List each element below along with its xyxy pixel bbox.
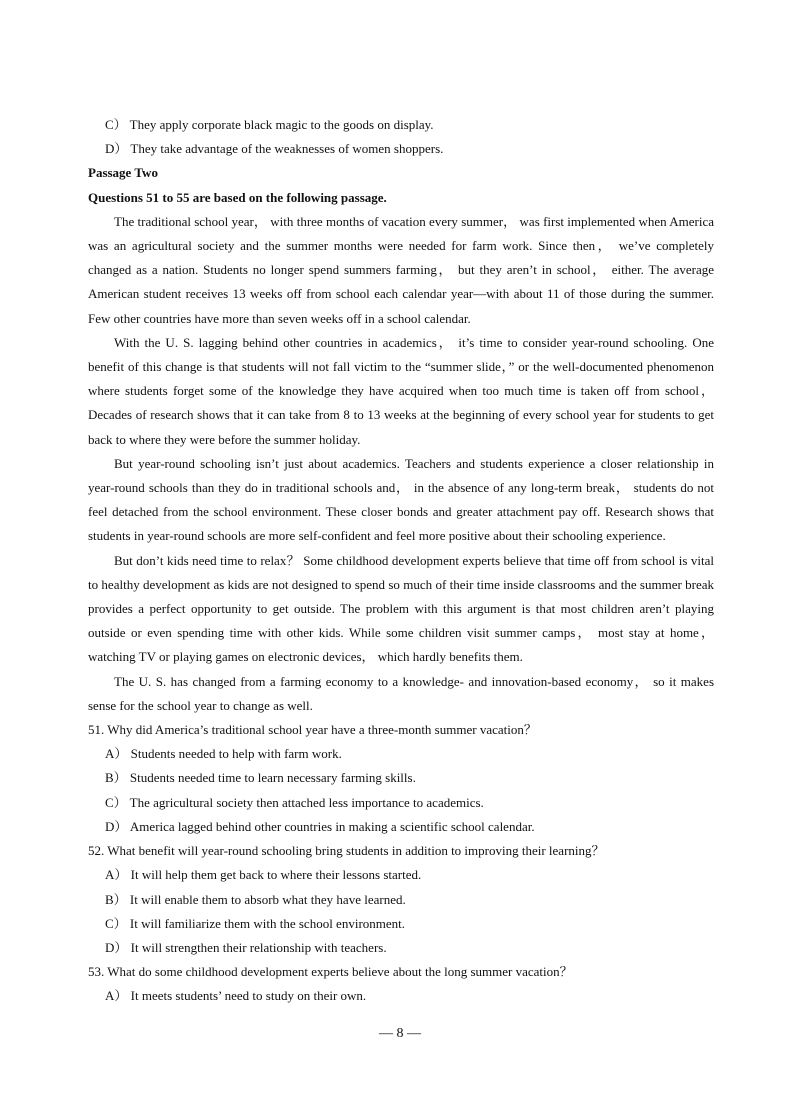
- q52-option-a: A） It will help them get back to where their lessons started.: [105, 867, 422, 883]
- paragraph-3: But year-round schooling isn’t just about academics. Teachers and students experience a closer relationship in year-round schools than they do in traditional schools and， in the absence of any long-term break， students do not feel detached from the school environment. These closer bonds and greater attachment pay off. Research shows that students in year-round schools are more self-confident and feel more positive about their schooling experience.: [88, 455, 714, 544]
- question-51: 51. Why did America’s traditional school year have a three-month summer vacation？: [88, 722, 537, 738]
- q52-option-b: B） It will enable them to absorb what they have learned.: [105, 891, 406, 907]
- q51-option-d: D） America lagged behind other countries in making a scientific school calendar.: [105, 818, 535, 834]
- passage-title: Passage Two: [88, 165, 158, 181]
- q51-option-b: B） Students needed time to learn necessary farming skills.: [105, 770, 416, 786]
- paragraph-4: But don’t kids need time to relax？ Some childhood development experts believe that time off from school is vital to healthy development as kids are not designed to spend so much of their time inside classrooms and the summer break provides a perfect opportunity to get outside. The problem with this argument is that most children aren’t playing outside or even spending time with other kids. While some children visit summer camps， most stay at home， watching TV or playing games on electronic devices， which hardly benefits them.: [88, 552, 714, 665]
- q52-option-d: D） It will strengthen their relationship with teachers.: [105, 939, 387, 955]
- paragraph-2: With the U. S. lagging behind other countries in academics， it’s time to consider year-round schooling. One benefit of this change is that students will not fall victim to the “summer slide，” or the well-documented phenomenon where students forget some of the knowledge they have acquired when too much time is taken off from school， Decades of research shows that it can take from 8 to 13 weeks at the beginning of every school year for students to get back to where they were before the summer holiday.: [88, 334, 714, 447]
- page-content: [88, 113, 714, 1009]
- paragraph-5: The U. S. has changed from a farming economy to a knowledge- and innovation-based economy， so it makes sense for the school year to change as well.: [88, 673, 714, 713]
- q51-option-c: C） The agricultural society then attached less importance to academics.: [105, 794, 484, 810]
- question-52: 52. What benefit will year-round schooling bring students in addition to improving their learning？: [88, 843, 605, 859]
- question-53: 53. What do some childhood development experts believe about the long summer vacation？: [88, 964, 573, 980]
- instructions: Questions 51 to 55 are based on the following passage.: [88, 189, 387, 205]
- prev-option-c: C） They apply corporate black magic to the goods on display.: [105, 117, 434, 132]
- prev-option-d: D） They take advantage of the weaknesses of women shoppers.: [105, 141, 444, 157]
- paragraph-1: The traditional school year， with three months of vacation every summer， was first implemented when America was an agricultural society and the summer months were needed for farm work. Since then， we’ve completely changed as a nation. Students no longer spend summers farming， but they aren’t in school， either. The average American student receives 13 weeks off from school each calendar year—with about 11 of those during the summer. Few other countries have more than seven weeks off in a school calendar.: [88, 213, 714, 326]
- q53-option-a: A） It meets students’ need to study on their own.: [105, 988, 367, 1004]
- page-number: — 8 —: [379, 1026, 421, 1041]
- q52-option-c: C） It will familiarize them with the school environment.: [105, 915, 406, 931]
- q51-option-a: A） Students needed to help with farm work.: [105, 746, 342, 762]
